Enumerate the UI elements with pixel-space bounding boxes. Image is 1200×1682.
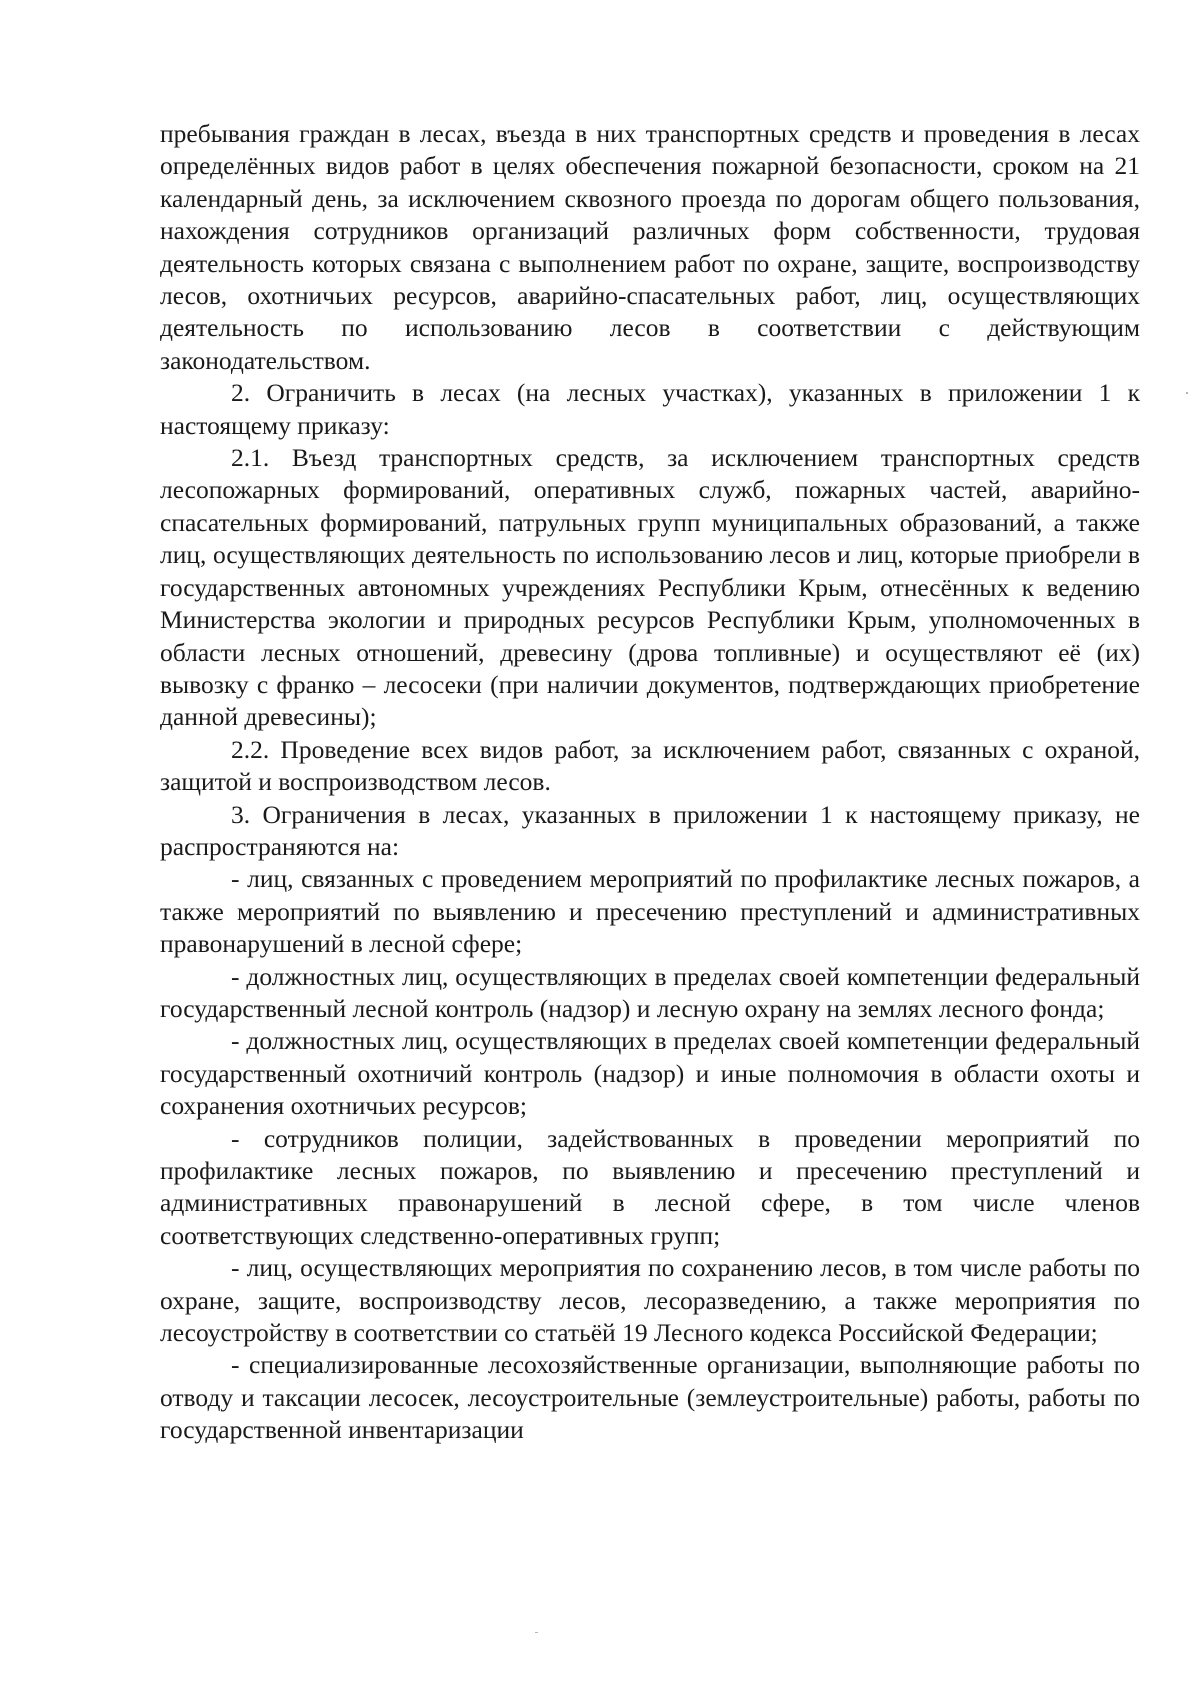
document-body <box>160 118 1140 1447</box>
paragraph-continuation: пребывания граждан в лесах, въезда в них транспортных средств и проведения в лесах определённых видов работ в целях обеспечения пожарной безопасности, сроком на 21 календарный день, за исключением сквозного проезда по дорогам общего пользования, нахождения сотрудников организаций различных форм собственности, трудовая деятельность которых связана с выполнением работ по охране, защите, воспроизводству лесов, охотничьих ресурсов, аварийно-спасательных работ, лиц, осуществляющих деятельность по использованию лесов в соответствии с действующим законодательством. <box>160 119 1140 375</box>
list-item-specialized-organizations: - специализированные лесохозяйственные организации, выполняющие работы по отводу и таксации лесосек, лесоустроительные (землеустроительные) работы, работы по государственной инвентаризации <box>160 1350 1140 1445</box>
paragraph-item-2: 2. Ограничить в лесах (на лесных участках), указанных в приложении 1 к настоящему приказу: <box>160 378 1140 440</box>
list-item-hunting-control-officials: - должностных лиц, осуществляющих в пределах своей компетенции федеральный государственный охотничий контроль (надзор) и иные полномочия в области охоты и сохранения охотничьих ресурсов; <box>160 1026 1140 1121</box>
scan-speck <box>535 1632 538 1633</box>
paragraph-item-2-1: 2.1. Въезд транспортных средств, за исключением транспортных средств лесопожарных формирований, оперативных служб, пожарных частей, аварийно-спасательных формирований, патрульных групп муниципальных образований, а также лиц, осуществляющих деятельность по использованию лесов и лиц, которые приобрели в государственных автономных учреждениях Республики Крым, отнесённых к ведению Министерства экологии и природных ресурсов Республики Крым, уполномоченных в области лесных отношений, древесину (дрова топливные) и осуществляют её (их) вывозку с франко – лесосеки (при наличии документов, подтверждающих приобретение данной древесины); <box>160 443 1140 732</box>
list-item-forest-control-officials: - должностных лиц, осуществляющих в пределах своей компетенции федеральный государственный лесной контроль (надзор) и лесную охрану на землях лесного фонда; <box>160 961 1140 1023</box>
paragraph-item-3: 3. Ограничения в лесах, указанных в приложении 1 к настоящему приказу, не распространяются на: <box>160 799 1140 861</box>
paragraph-item-2-2: 2.2. Проведение всех видов работ, за исключением работ, связанных с охраной, защитой и воспроизводством лесов. <box>160 734 1140 797</box>
list-item-forest-preservation-persons: - лиц, осуществляющих мероприятия по сохранению лесов, в том числе работы по охране, защите, воспроизводству лесов, лесоразведению, а также мероприятия по лесоустройству в соответствии со статьёй 19 Лесного кодекса Российской Федерации; <box>160 1253 1140 1348</box>
list-item-prevention-persons: - лиц, связанных с проведением мероприятий по профилактике лесных пожаров, а также мероприятий по выявлению и пресечению преступлений и административных правонарушений в лесной сфере; <box>160 864 1140 959</box>
scan-speck <box>1186 392 1188 394</box>
list-item-police-officers: - сотрудников полиции, задействованных в проведении мероприятий по профилактике лесных пожаров, по выявлению и пресечению преступлений и административных правонарушений в лесной сфере, в том числе членов соответствующих следственно-оперативных групп; <box>160 1123 1140 1250</box>
